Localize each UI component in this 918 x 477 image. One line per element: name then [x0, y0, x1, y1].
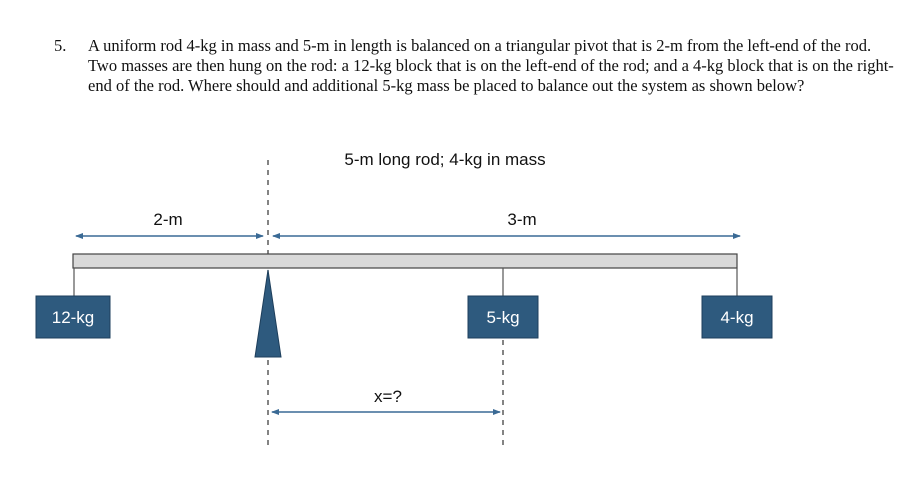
unknown-distance-label: x=?	[374, 387, 402, 406]
rod	[73, 254, 737, 268]
rod-label: 5-m long rod; 4-kg in mass	[344, 150, 546, 169]
right-distance-label: 3-m	[507, 210, 537, 229]
problem-text: A uniform rod 4-kg in mass and 5-m in length is balanced on a triangular pivot that is 2-m from the left-end of the rod. Two masses are then hung on the rod: a 12-kg block that is on the left-end of the rod; and a 4-kg block that is on the right-end of the rod. Where should and additional 5-kg mass be placed to balance out the system as shown below?	[88, 36, 894, 95]
right-block-label: 4-kg	[720, 308, 754, 327]
problem-number: 5.	[54, 36, 67, 55]
pivot-triangle	[255, 270, 281, 357]
left-distance-label: 2-m	[153, 210, 183, 229]
left-block-label: 12-kg	[51, 308, 95, 327]
middle-block-label: 5-kg	[486, 308, 520, 327]
